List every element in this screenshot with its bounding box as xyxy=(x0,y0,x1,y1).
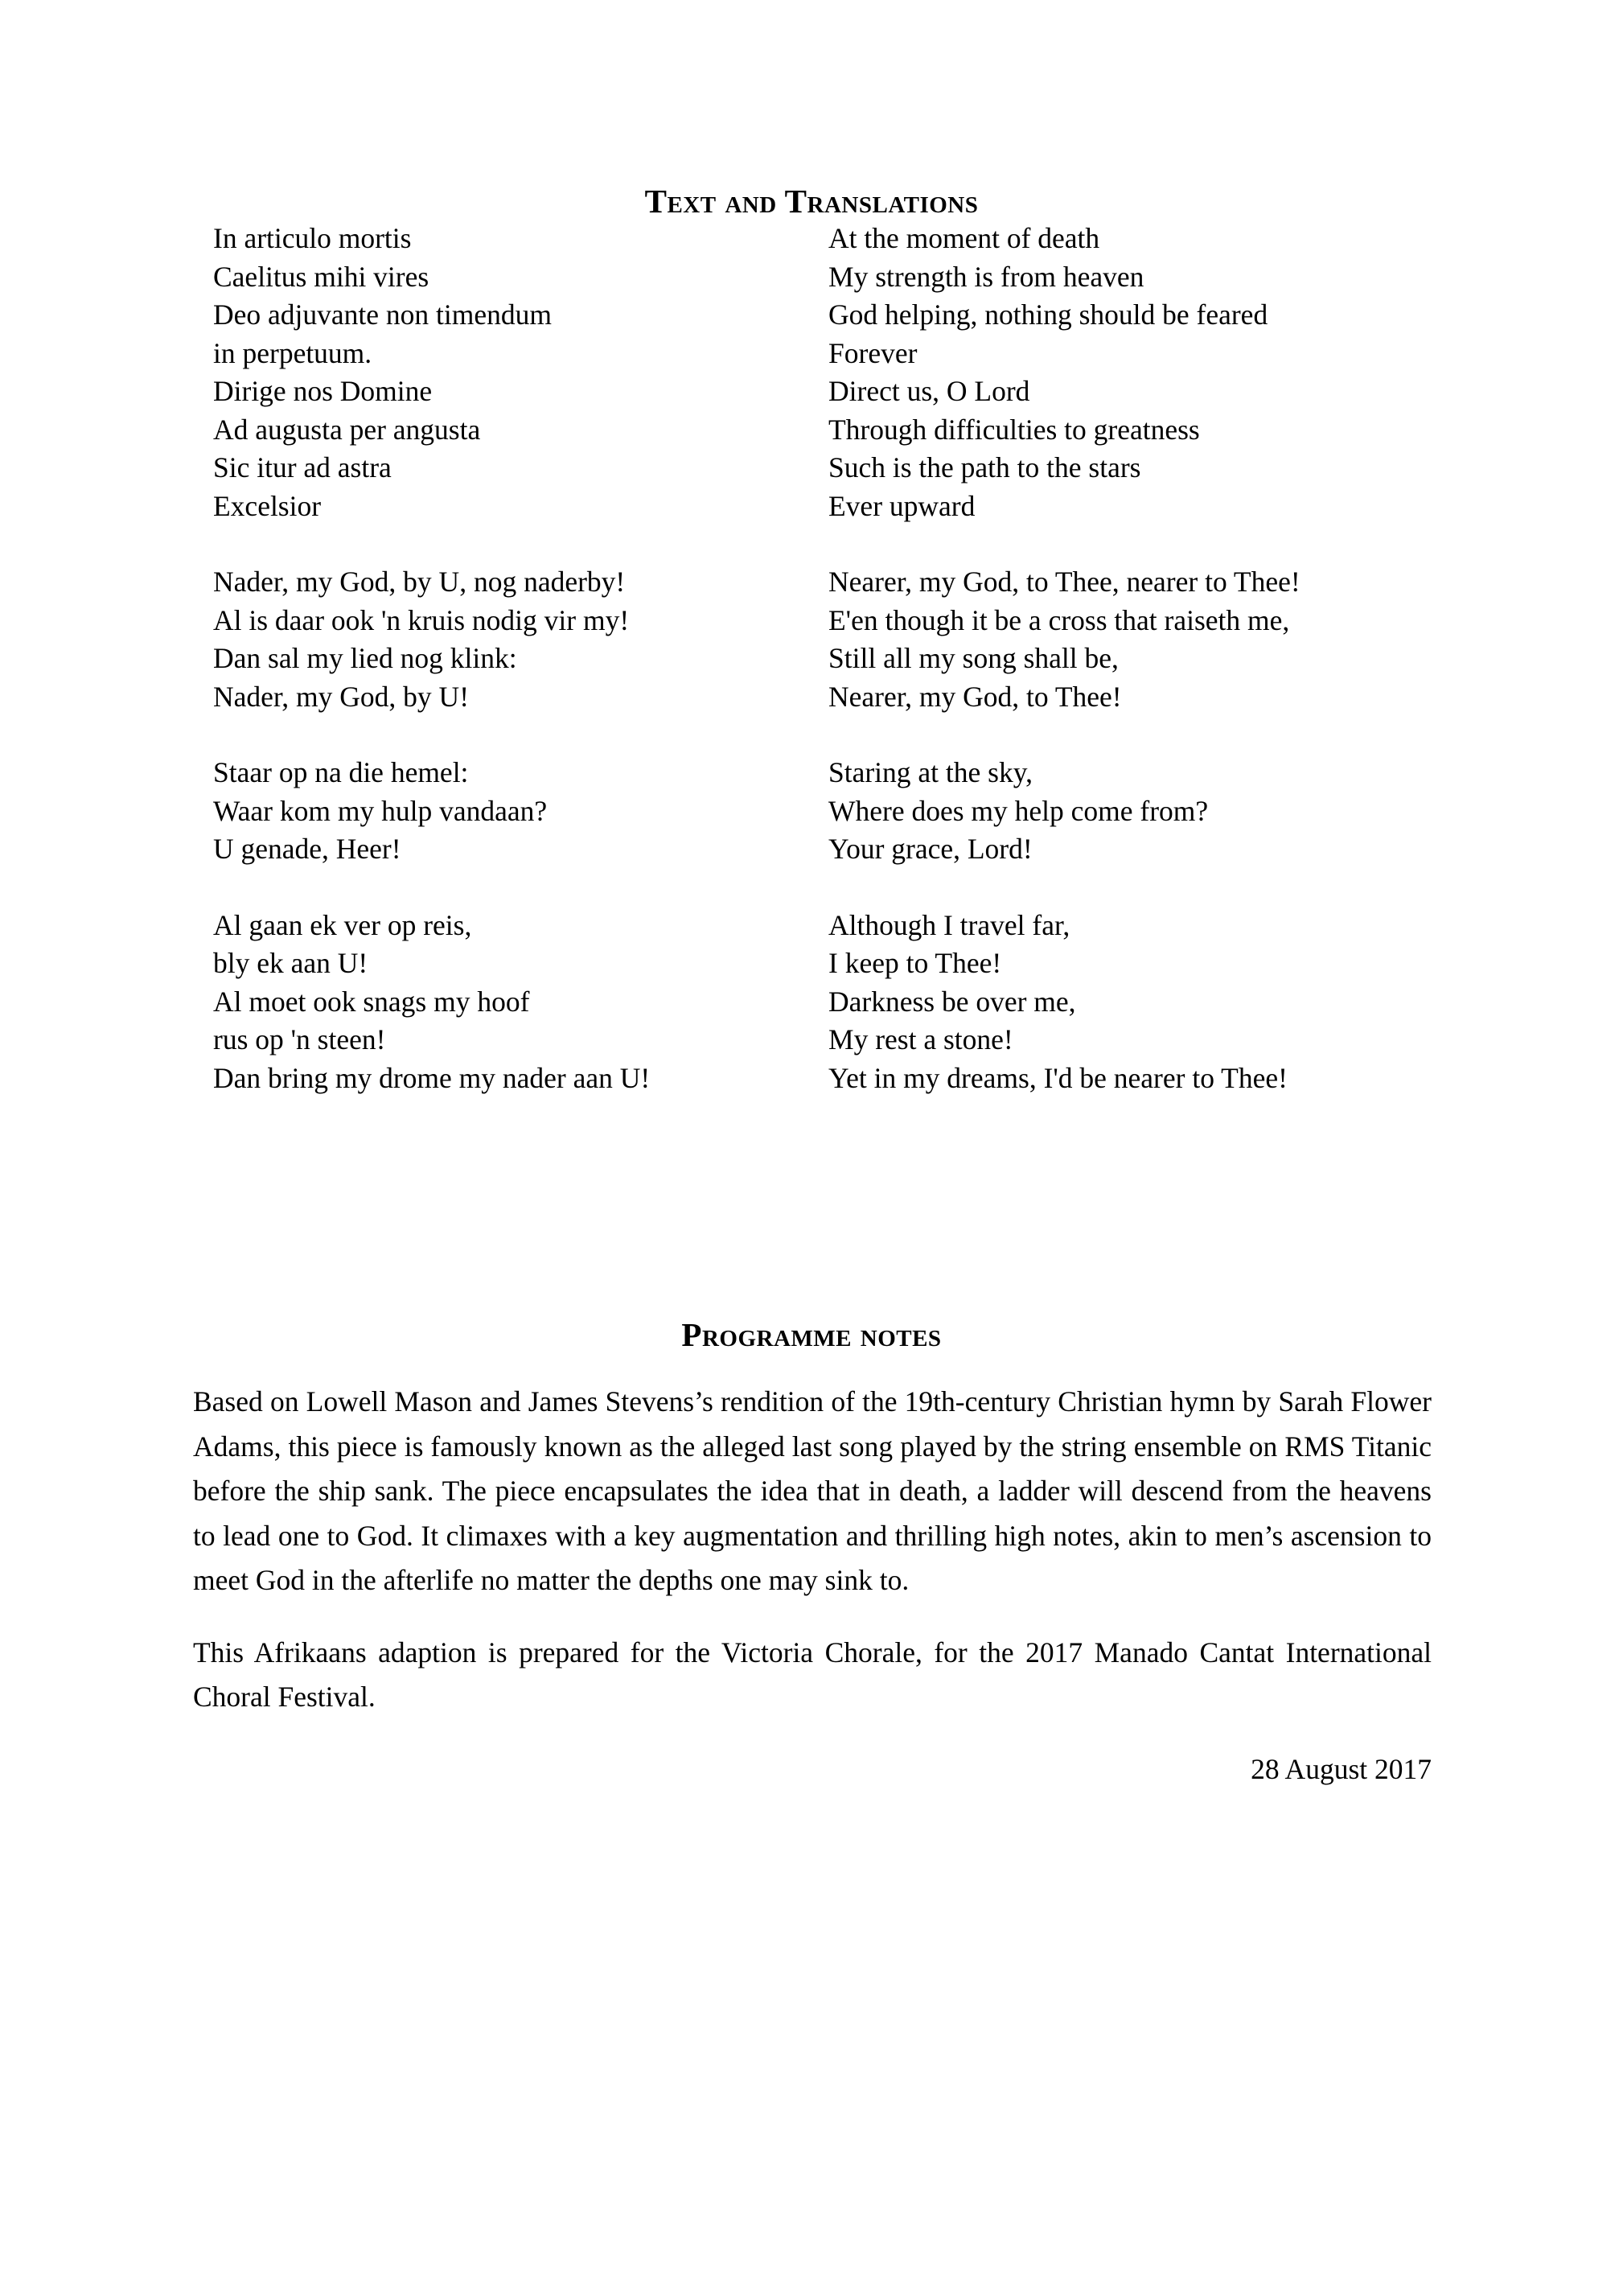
programme-notes-paragraph: Based on Lowell Mason and James Stevens’s rendition of the 19th-century Christian hymn by Sarah Flower Adams, this piece is famously known as the alleged last song played by the string ensemble on RMS Titanic before the ship sank. The piece encapsulates the idea that in death, a ladder will descend from the heavens to lead one to God. It climaxes with a key augmentation and thrilling high notes, akin to men’s ascension to meet God in the afterlife no matter the depths one may sink to. xyxy=(193,1385,1432,1596)
lyric-translation-text: Still all my song shall be, xyxy=(828,642,1119,675)
stanza-spacer xyxy=(0,869,1623,907)
lyric-translation-text: Where does my help come from? xyxy=(828,794,1209,827)
lyrics-table xyxy=(0,220,1623,1097)
stanza-spacer xyxy=(0,525,1623,563)
lyric-translation-text: Yet in my dreams, I'd be nearer to Thee! xyxy=(828,1061,1288,1094)
lyric-line-row xyxy=(0,983,1623,1022)
lyric-translation-text: Direct us, O Lord xyxy=(828,375,1030,408)
lyric-line-row xyxy=(0,335,1623,373)
text-and-translations-section xyxy=(0,183,1623,1097)
lyric-line-row xyxy=(0,640,1623,678)
lyric-original-text: Dan bring my drome my nader aan U! xyxy=(213,1061,651,1094)
lyric-line-row xyxy=(0,411,1623,450)
lyric-original-text: Al is daar ook 'n kruis nodig vir my! xyxy=(213,603,630,636)
lyric-line-row xyxy=(0,296,1623,335)
lyric-translation-text: My rest a stone! xyxy=(828,1023,1013,1056)
lyric-original-text: in perpetuum. xyxy=(213,336,372,369)
programme-notes-body xyxy=(193,1380,1432,1792)
lyric-original-text: Caelitus mihi vires xyxy=(213,260,429,293)
lyric-translation-text: Such is the path to the stars xyxy=(828,451,1141,484)
lyric-translation-text: At the moment of death xyxy=(828,222,1100,255)
lyric-translation-text: Ever upward xyxy=(828,489,976,522)
lyric-original-text: Al moet ook snags my hoof xyxy=(213,985,530,1018)
lyric-translation-text: Nearer, my God, to Thee, nearer to Thee! xyxy=(828,566,1300,599)
lyric-original-text: Waar kom my hulp vandaan? xyxy=(213,794,548,827)
lyric-original-text: U genade, Heer! xyxy=(213,833,401,866)
lyric-original-text: Excelsior xyxy=(213,489,322,522)
stanza-spacer xyxy=(0,716,1623,754)
lyric-line-row xyxy=(0,258,1623,297)
lyric-translation-text: Forever xyxy=(828,336,918,369)
lyric-translation-text: Your grace, Lord! xyxy=(828,833,1033,866)
lyric-translation-text: Through difficulties to greatness xyxy=(828,413,1200,446)
lyric-line-row xyxy=(0,449,1623,488)
lyric-original-text: bly ek aan U! xyxy=(213,947,368,980)
lyric-original-text: Staar op na die hemel: xyxy=(213,756,469,789)
lyric-original-text: Nader, my God, by U, nog naderby! xyxy=(213,566,626,599)
programme-notes-paragraph: This Afrikaans adaption is prepared for the Victoria Chorale, for the 2017 Manado Cantat International Choral Festival. xyxy=(193,1636,1432,1713)
lyric-line-row xyxy=(0,563,1623,602)
lyric-translation-text: I keep to Thee! xyxy=(828,947,1002,980)
programme-notes-heading: Programme notes xyxy=(681,1316,942,1353)
lyric-translation-text: Staring at the sky, xyxy=(828,756,1033,789)
programme-notes-date: 28 August 2017 xyxy=(1251,1752,1432,1785)
lyric-original-text: Dirige nos Domine xyxy=(213,375,433,408)
lyric-line-row xyxy=(0,1021,1623,1060)
programme-notes-section xyxy=(0,1316,1623,1785)
lyric-original-text: Sic itur ad astra xyxy=(213,451,392,484)
lyric-line-row xyxy=(0,372,1623,411)
lyric-line-row xyxy=(0,220,1623,258)
lyric-original-text: Al gaan ek ver op reis, xyxy=(213,908,472,941)
lyric-original-text: rus op 'n steen! xyxy=(213,1023,386,1056)
lyric-line-row xyxy=(0,754,1623,792)
lyric-line-row xyxy=(0,907,1623,945)
lyric-translation-text: E'en though it be a cross that raiseth me, xyxy=(828,603,1290,636)
lyric-translation-text: Although I travel far, xyxy=(828,908,1070,941)
lyric-translation-text: Nearer, my God, to Thee! xyxy=(828,680,1122,713)
lyric-original-text: In articulo mortis xyxy=(213,222,412,255)
lyric-line-row xyxy=(0,1060,1623,1098)
lyric-original-text: Deo adjuvante non timendum xyxy=(213,298,552,331)
text-and-translations-heading: Text and Translations xyxy=(644,183,979,220)
lyric-stanza xyxy=(0,907,1623,1098)
lyric-line-row xyxy=(0,830,1623,869)
lyric-line-row xyxy=(0,944,1623,983)
lyric-line-row xyxy=(0,792,1623,831)
lyric-translation-text: Darkness be over me, xyxy=(828,985,1076,1018)
lyric-line-row xyxy=(0,602,1623,640)
lyric-line-row xyxy=(0,488,1623,526)
lyric-translation-text: My strength is from heaven xyxy=(828,260,1144,293)
lyric-stanza xyxy=(0,754,1623,869)
lyric-translation-text: God helping, nothing should be feared xyxy=(828,298,1268,331)
lyric-stanza xyxy=(0,220,1623,525)
lyric-original-text: Dan sal my lied nog klink: xyxy=(213,642,517,675)
lyric-stanza xyxy=(0,563,1623,716)
lyric-line-row xyxy=(0,678,1623,717)
lyric-original-text: Nader, my God, by U! xyxy=(213,680,470,713)
lyric-original-text: Ad augusta per angusta xyxy=(213,413,481,446)
